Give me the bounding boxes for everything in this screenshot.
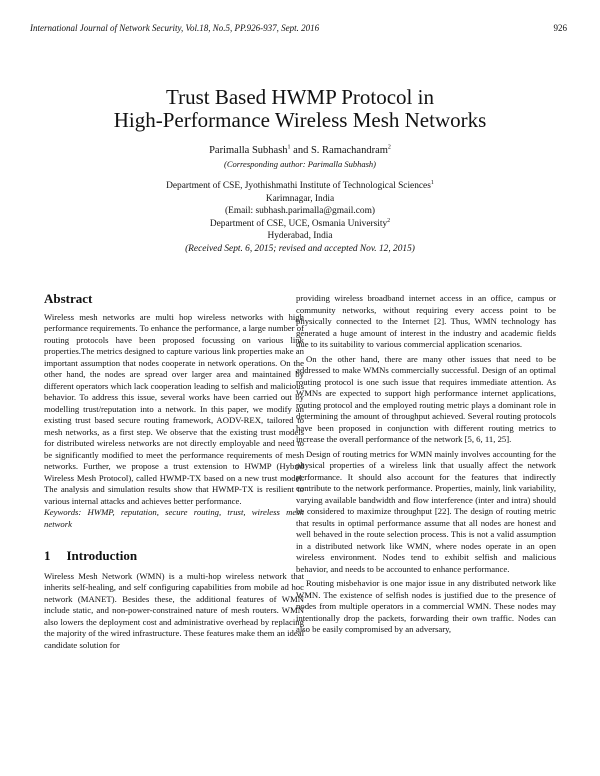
keywords [44, 507, 304, 530]
keywords-list: HWMP, reputation, secure routing, trust, wireless mesh network [44, 507, 304, 529]
title-line-1: Trust Based HWMP Protocol in [166, 85, 434, 109]
affiliation-2-city: Hyderabad, India [267, 231, 333, 242]
journal-citation: International Journal of Network Security, Vol.18, No.5, PP.926-937, Sept. 2016 [30, 23, 320, 33]
author-2-sup: 2 [387, 144, 391, 151]
keywords-label: Keywords: [44, 507, 82, 517]
right-paragraph-2: On the other hand, there are many other issues that need to be addressed to make WMNs commercially successful. Design of an optimal routing protocol is one such issue that requires immediate attention. As WMNs are expected to support high performance internet applications, routing protocol and the employed routing metric plays a dominant role in determining the amount of throughput achieved. Several routing protocols have been proposed in conjunction with different routing metrics to increase the overall performance of the network [5, 6, 11, 25]. [296, 353, 556, 444]
author-1: Parimalla Subhash [209, 145, 288, 156]
affiliation-1-city: Karimnagar, India [265, 193, 335, 204]
page-number: 926 [553, 23, 567, 33]
author-email: (Email: subhash.parimalla@gmail.com) [225, 206, 375, 217]
affiliation-2-sup: 2 [387, 217, 391, 224]
section-number: 1 [44, 548, 51, 563]
left-column [44, 293, 304, 651]
author-2: and S. Ramachandram [290, 145, 388, 156]
paper-title [0, 86, 600, 132]
author-list [0, 145, 600, 156]
abstract-heading: Abstract [44, 291, 93, 306]
right-paragraph-3: Design of routing metrics for WMN mainly involves accounting for the physical properties of a wireless link that usually affect the network performance. It should also account for the features that indirectly contribute to the network performance. Properties, mainly, link variability, varying available bandwidth and flow interference (inter and intra) should be considered to maximize throughput [22]. The design of routing metric that results in optimal performance assume that all nodes are honest and well behaved in the route selection process. This is not a valid assumption in a distributed network like WMN, where nodes operate in an open wireless environment. Nodes tend to exhibit selfish and malicious behavior, and needs to be accounted to enhance performance. [296, 448, 556, 574]
affiliation-1-sup: 1 [430, 179, 434, 186]
right-paragraph-4: Routing misbehavior is one major issue in any distributed network like WMN. The existence of selfish nodes is justified due to the presence of nodes from multiple operators in a commercial WMN. These nodes may intentionally drop the packets, forwarding their own traffic. Nodes can also be easily compromised by an adversary, [296, 578, 556, 634]
affiliation-1: Department of CSE, Jyothishmathi Institute of Technological Sciences [166, 181, 431, 191]
abstract-body: Wireless mesh networks are multi hop wireless networks with high performance requirements. To enhance the performance, a large number of routing protocols have been proposed focussing on various link properties.The metrics designed to capture various link properties make an important assumption that nodes cooperate in network operations. On the other hand, the nodes are spread over larger area and maintained by different operators which lack cooperation leading to selfish and malicious behavior. To address this issue, several works have been carried out by modelling trust/reputation into a network. In this paper, we modify an existing trust based secure routing framework, AODV-REX, tailored to mesh networks, as a first step. We observe that the existing trust models for distributed wireless networks are not directly employable and need to be significantly modified to meet the performance requirements of mesh networks. Further, we propose a trust extension to HWMP (Hybrid Wireless Mesh Protocol), called HWMP-TX based on a new trust model. The analysis and simulation results show that HWMP-TX is resilient to various internal attacks and achieves better performance. [44, 311, 304, 506]
affiliations [0, 180, 600, 256]
right-paragraph-1: providing wireless broadband internet access in an office, campus or community networks, without requiring every access point to be physically connected to the Internet [2]. Thus, WMN technology has generated a huge amount of interest in the industry and academic fields due to its suitability to various commercial application scenarios. [296, 293, 556, 349]
author-1-sup: 1 [287, 144, 291, 151]
introduction-heading [44, 550, 304, 562]
section-title: Introduction [66, 548, 138, 563]
right-column [296, 293, 556, 636]
title-line-2: High-Performance Wireless Mesh Networks [113, 108, 487, 132]
running-header [30, 23, 567, 33]
corresponding-author: (Corresponding author: Parimalla Subhash) [224, 159, 376, 169]
affiliation-2: Department of CSE, UCE, Osmania University [209, 218, 388, 229]
received-dates: (Received Sept. 6, 2015; revised and accepted Nov. 12, 2015) [185, 243, 415, 254]
intro-paragraph-1: Wireless Mesh Network (WMN) is a multi-hop wireless network that inherits self-healing, and self configuring capabilities from mobile ad hoc network (MANET). Besides these, the additional features of WMN include static, and non-power-constrained nature of mesh routers. WMN also lowers the deployment cost and administrative overhead by replacing the majority of the wired infrastructure. These features make them an ideal candidate solution for [44, 570, 304, 650]
